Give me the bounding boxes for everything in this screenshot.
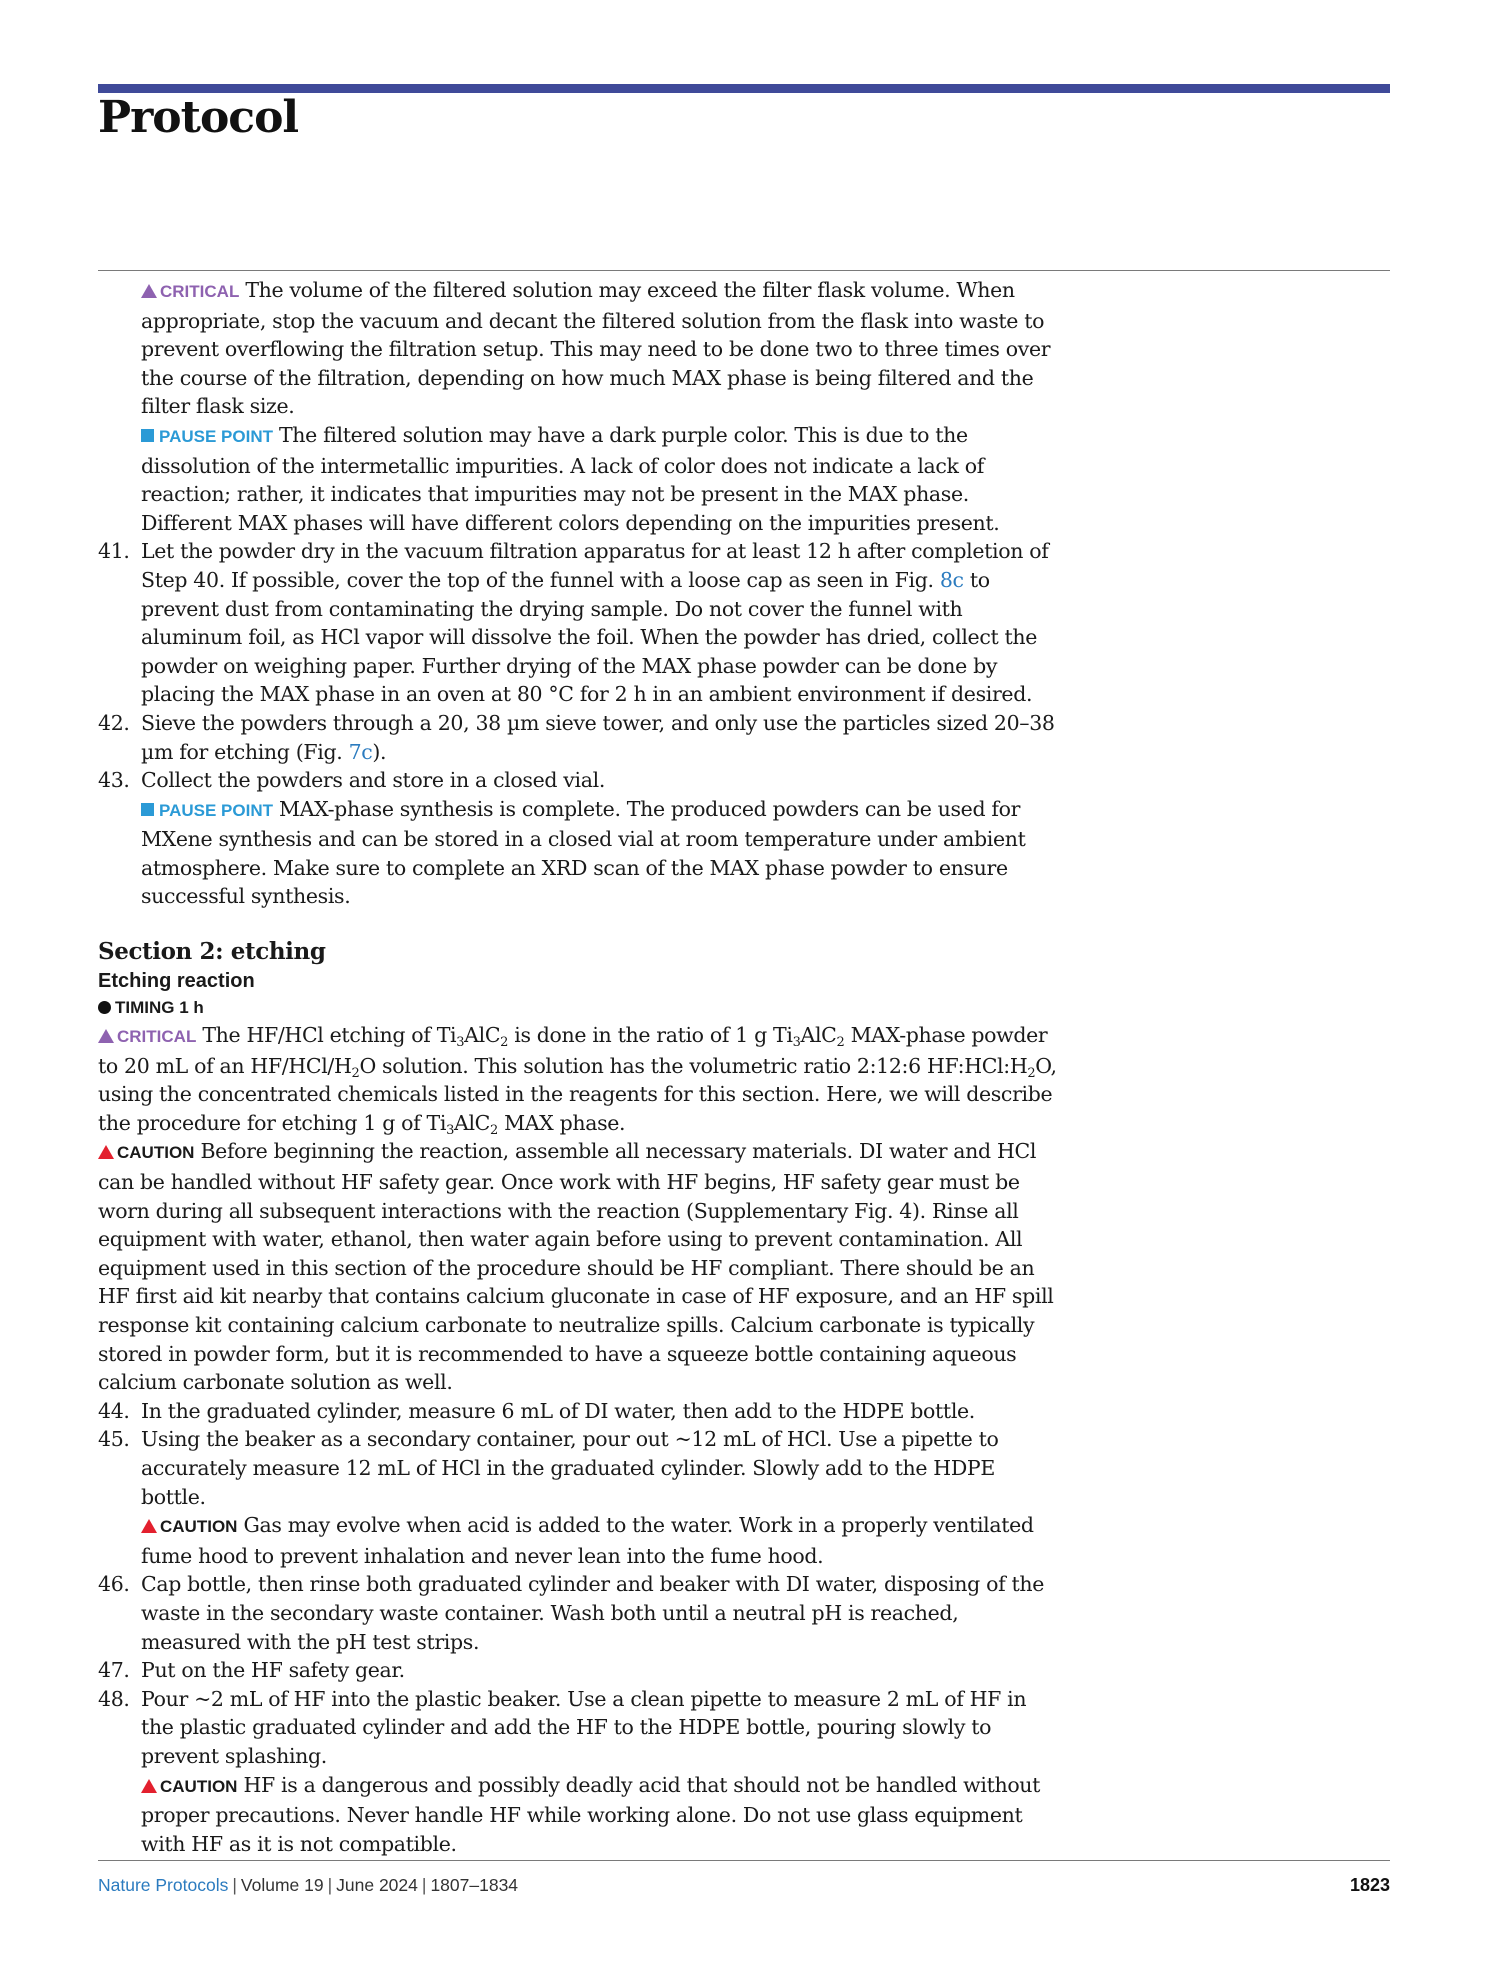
step-number: 43.: [98, 768, 130, 793]
step-41: [98, 537, 1058, 709]
step-body: [141, 1425, 1058, 1570]
step-text-part: ).: [372, 739, 387, 764]
critical-text: AlC: [464, 1023, 501, 1048]
pause-point-note: [98, 795, 1058, 911]
main-content: [98, 276, 1058, 1858]
pause-point-note: [98, 421, 1058, 537]
caution-triangle-icon: [141, 1779, 157, 1793]
volume: Volume 19: [240, 1875, 324, 1895]
critical-text: The HF/HCl etching of Ti: [202, 1023, 457, 1048]
critical-text: O, using the concentrated chemicals listed in the reagents for this section. Here, we will describe the procedure for etching 1 g of Ti: [98, 1053, 1057, 1135]
figure-link-7c[interactable]: 7c: [348, 739, 373, 764]
caution-note: [141, 1511, 1058, 1570]
pause-point-tag: PAUSE POINT: [159, 426, 273, 446]
critical-text: AlC: [800, 1023, 837, 1048]
step-number: 42.: [98, 710, 130, 735]
caution-tag: CAUTION: [117, 1143, 195, 1163]
critical-triangle-icon: [141, 284, 157, 298]
caution-tag: CAUTION: [160, 1776, 238, 1796]
timing-line: [98, 995, 1058, 1021]
subscript: 2: [1027, 1065, 1036, 1081]
subsection-heading: Etching reaction: [98, 970, 255, 993]
subscript: 3: [446, 1122, 454, 1138]
caution-tag: CAUTION: [160, 1517, 238, 1537]
critical-text: The volume of the filtered solution may exceed the filter flask volume. When appropriate, stop the vacuum and decant the filtered solution from the flask into waste to prevent overflowing the filtration setup. This may need to be done two to three times over the course of the filtration, depending on how much MAX phase is being filtered and the filter flask size.: [141, 278, 1051, 419]
critical-triangle-icon: [98, 1029, 114, 1043]
footer-citation: [98, 1875, 518, 1896]
step-text: Cap bottle, then rinse both graduated cylinder and beaker with DI water, disposing of the waste in the secondary waste container. Wash both until a neutral pH is reached, measured with the pH test strips.: [141, 1572, 1044, 1654]
page-range: 1807–1834: [430, 1875, 519, 1895]
step-text: [141, 537, 1058, 709]
critical-text: is done in the ratio of 1 g Ti: [508, 1023, 793, 1048]
figure-link-8c[interactable]: 8c: [939, 567, 964, 592]
pause-point-text: MAX-phase synthesis is complete. The produced powders can be used for MXene synthesis and can be stored in a closed vial at room temperature under ambient atmosphere. Make sure to complete an XRD scan of the MAX phase powder to ensure successful synthesis.: [141, 796, 1026, 909]
separator: |: [232, 1875, 237, 1895]
critical-text: AlC: [453, 1110, 490, 1135]
step-text-part: to prevent dust from contaminating the drying sample. Do not cover the funnel with aluminum foil, as HCl vapor will dissolve the foil. When the powder has dried, collect the powder on weighing paper. Further drying of the MAX phase powder can be done by placing the MAX phase in an oven at 80 °C for 2 h in an ambient environment if desired.: [141, 567, 1038, 707]
critical-tag: CRITICAL: [117, 1027, 197, 1047]
step-42: [98, 709, 1058, 766]
footer-divider: [98, 1860, 1390, 1861]
section-heading: Section 2: etching: [98, 938, 326, 966]
step-text-part: Let the powder dry in the vacuum filtration apparatus for at least 12 h after completion of Step 40. If possible, cover the top of the funnel with a loose cap as seen in Fig.: [141, 539, 1049, 592]
critical-text: MAX phase.: [497, 1110, 626, 1135]
pause-point-text: The filtered solution may have a dark purple color. This is due to the dissolution of the intermetallic impurities. A lack of color does not indicate a lack of reaction; rather, it indicates that impurities may not be present in the MAX phase. Different MAX phases will have different colors depending on the impurities present.: [141, 422, 1000, 535]
step-number: 44.: [98, 1398, 130, 1423]
step-text: Using the beaker as a secondary container, pour out ~12 mL of HCl. Use a pipette to accurately measure 12 mL of HCl in the graduated cylinder. Slowly add to the HDPE bottle.: [141, 1427, 999, 1509]
critical-note: [98, 1021, 1058, 1137]
separator: |: [327, 1875, 333, 1895]
step-43: [98, 766, 1058, 795]
timing-tag: TIMING: [115, 998, 175, 1018]
step-number: 45.: [98, 1427, 130, 1452]
issue-date: June 2024: [336, 1875, 418, 1895]
step-44: [98, 1397, 1058, 1426]
step-number: 46.: [98, 1572, 130, 1597]
separator: |: [421, 1875, 427, 1895]
pause-square-icon: [141, 429, 154, 442]
timing-value: 1 h: [179, 998, 204, 1018]
caution-triangle-icon: [141, 1519, 157, 1533]
caution-triangle-icon: [98, 1145, 114, 1159]
step-text: Pour ~2 mL of HF into the plastic beaker. Use a clean pipette to measure 2 mL of HF in the plastic graduated cylinder and add the HF to the HDPE bottle, pouring slowly to prevent splashing.: [141, 1686, 1027, 1768]
caution-note: [141, 1771, 1058, 1859]
caution-text: Before beginning the reaction, assemble all necessary materials. DI water and HCl can be handled without HF safety gear. Once work with HF begins, HF safety gear must be worn during all subsequent interactions with the reaction (Supplementary Fig. 4). Rinse all equipment with water, ethanol, then water again before using to prevent contamination. All equipment used in this section of the procedure should be HF compliant. There should be an HF first aid kit nearby that contains calcium gluconate in case of HF exposure, and an HF spill response kit containing calcium carbonate to neutralize spills. Calcium carbonate is typically stored in powder form, but it is recommended to have a squeeze bottle containing aqueous calcium carbonate solution as well.: [98, 1139, 1054, 1395]
step-text-part: Sieve the powders through a 20, 38 µm sieve tower, and only use the particles sized 20–38 µm for etching (Fig.: [141, 710, 1055, 764]
subscript: 2: [489, 1122, 498, 1138]
journal-name[interactable]: Nature Protocols: [98, 1875, 229, 1895]
critical-tag: CRITICAL: [160, 282, 240, 301]
critical-note: [98, 276, 1058, 421]
step-body: [141, 1685, 1058, 1859]
step-47: [98, 1656, 1058, 1685]
subscript: 2: [351, 1065, 360, 1081]
subscript: 3: [792, 1035, 801, 1051]
caution-text: Gas may evolve when acid is added to the water. Work in a properly ventilated fume hood to prevent inhalation and never lean into the fume hood.: [141, 1513, 1034, 1568]
caution-note: [98, 1137, 1058, 1396]
step-number: 47.: [98, 1658, 130, 1683]
step-text: Put on the HF safety gear.: [141, 1658, 405, 1683]
timing-dot-icon: [98, 1001, 111, 1014]
step-text: [141, 709, 1058, 766]
step-number: 41.: [98, 539, 130, 564]
step-text: Collect the powders and store in a closed vial.: [141, 768, 605, 793]
header-divider: [98, 270, 1390, 271]
page-number: 1823: [1349, 1875, 1390, 1895]
step-text: In the graduated cylinder, measure 6 mL of DI water, then add to the HDPE bottle.: [141, 1398, 975, 1423]
page-header-title: Protocol: [98, 92, 299, 143]
subscript: 2: [500, 1035, 509, 1051]
step-48: [98, 1685, 1058, 1859]
step-45: [98, 1425, 1058, 1570]
subscript: 2: [836, 1035, 845, 1051]
subscript: 3: [456, 1035, 465, 1051]
step-46: [98, 1570, 1058, 1656]
critical-text: MAX-phase powder to 20 mL of an HF/HCl/H: [98, 1023, 1048, 1078]
pause-point-tag: PAUSE POINT: [159, 800, 273, 820]
critical-text: O solution. This solution has the volumetric ratio 2:12:6 HF:HCl:H: [359, 1053, 1028, 1078]
pause-square-icon: [141, 803, 154, 816]
step-number: 48.: [98, 1686, 130, 1711]
caution-text: HF is a dangerous and possibly deadly acid that should not be handled without proper precautions. Never handle HF while working alone. Do not use glass equipment with HF as it is not compatible.: [141, 1772, 1041, 1856]
